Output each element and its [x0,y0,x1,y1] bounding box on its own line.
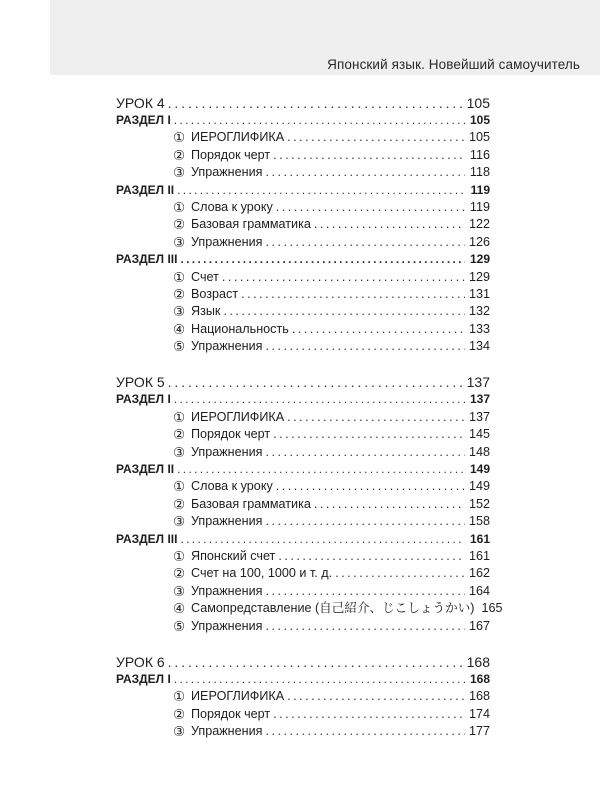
dot-leader [177,461,465,478]
dot-leader [265,164,465,181]
toc-item [116,164,490,181]
section-title: РАЗДЕЛ I [116,113,171,127]
item-title: Самопредставление (自己紹介、じこしょうかい) [191,601,475,616]
item-number: ② [172,706,186,722]
toc-item [116,286,490,303]
page-number: 134 [468,339,490,354]
toc-item [116,513,490,530]
page-number: 137 [468,409,490,424]
item-number: ③ [172,514,186,530]
toc-item [116,600,503,617]
page-number: 152 [468,496,490,511]
item-title: Порядок черт [191,706,271,721]
section-title: РАЗДЕЛ I [116,392,171,407]
toc-item [116,618,490,635]
page-number: 119 [470,182,490,197]
lesson-title: УРОК 5 [116,374,165,391]
page-header [50,0,600,75]
page-number: 105 [468,130,490,145]
toc-item [116,147,490,164]
item-title: ИЕРОГЛИФИКА [191,409,285,424]
item-number: ③ [172,304,186,320]
page-number: 137 [466,374,490,391]
page-number: 131 [468,286,490,301]
item-number: ① [172,199,186,215]
toc-item [116,199,490,216]
dot-leader [174,112,465,129]
page-number: 161 [468,548,490,563]
toc-item [116,583,490,600]
item-number: ① [172,409,186,425]
page-number: 145 [468,427,490,442]
dot-leader [292,321,465,338]
item-title: Национальность [191,321,289,336]
item-number: ① [172,548,186,564]
dot-leader [287,688,465,705]
item-title: Японский счет [191,548,276,563]
toc-item [116,234,490,251]
page-number: 164 [468,583,490,598]
item-title: Упражнения [191,339,263,354]
item-title: Упражнения [191,165,263,180]
toc-item [116,129,490,146]
dot-leader [241,286,465,303]
toc-lesson [116,653,490,671]
item-number: ② [172,566,186,582]
dot-leader [314,496,465,513]
toc-item [116,216,490,233]
page-number: 149 [469,462,490,477]
dot-leader [174,671,465,688]
item-title: Язык [191,304,221,319]
toc-section [116,112,490,129]
item-title: Базовая грамматика [191,496,311,511]
toc-item [116,478,490,495]
section-title: РАЗДЕЛ III [116,531,178,546]
page-number: 105 [466,95,490,111]
page-number: 149 [468,479,490,494]
item-number: ③ [172,583,186,599]
item-title: ИЕРОГЛИФИКА [191,130,285,145]
dot-leader [287,129,465,146]
page-number: 162 [468,566,490,581]
item-number: ③ [172,724,186,740]
dot-leader [265,583,465,600]
page-number: 165 [481,601,503,616]
toc-item [116,409,490,426]
toc-item [116,303,490,320]
item-number: ② [172,496,186,512]
item-title: Упражнения [191,724,263,739]
spacer [116,355,490,373]
dot-leader [276,478,465,495]
dot-leader [287,409,465,426]
item-title: Слова к уроку [191,199,273,214]
toc-item [116,269,490,286]
dot-leader [265,723,465,740]
dot-leader [265,444,465,461]
page-number: 129 [469,252,490,267]
item-title: ИЕРОГЛИФИКА [191,689,285,704]
toc-section [116,531,490,548]
item-number: ③ [172,444,186,460]
item-title: Упражнения [191,234,263,249]
toc-item [116,723,490,740]
page-number: 168 [469,671,490,686]
toc-item [116,565,490,582]
lesson-title: УРОК 4 [116,95,165,111]
item-number: ④ [172,601,186,617]
item-title: Порядок черт [191,427,271,442]
item-number: ② [172,286,186,302]
section-title: РАЗДЕЛ III [116,252,178,267]
item-number: ① [172,130,186,146]
item-number: ② [172,147,186,163]
toc-item [116,426,490,443]
page-number: 158 [468,514,490,529]
toc-item [116,321,490,338]
item-title: Упражнения [191,618,263,633]
toc-item [116,444,490,461]
item-title: Счет на 100, 1000 и т. д. [191,566,333,581]
dot-leader [278,548,465,565]
dot-leader [168,94,464,112]
page-number: 105 [469,113,490,127]
page-number: 168 [466,653,490,670]
toc-item [116,338,490,355]
page-number: 116 [469,147,490,162]
dot-leader [168,653,464,671]
page-number: 122 [468,217,490,232]
item-title: Базовая грамматика [191,217,311,232]
page-number: 133 [468,321,490,336]
dot-leader [276,199,465,216]
page-number: 148 [468,444,490,459]
page-number: 118 [469,165,490,180]
page-number: 126 [468,234,490,249]
section-title: РАЗДЕЛ I [116,671,171,686]
toc-section [116,391,490,408]
item-number: ① [172,689,186,705]
page-number: 167 [468,618,490,633]
item-number: ① [172,269,186,285]
toc-item [116,548,490,565]
lesson-title: УРОК 6 [116,653,165,670]
item-title: Слова к уроку [191,479,273,494]
dot-leader [335,565,465,582]
toc-section [116,461,490,478]
dot-leader [314,216,465,233]
item-title: Упражнения [191,514,263,529]
page-number: 119 [469,199,490,214]
section-title: РАЗДЕЛ II [116,182,175,197]
dot-leader [265,338,465,355]
dot-leader [273,426,465,443]
item-number: ③ [172,165,186,181]
dot-leader [177,182,465,199]
dot-leader [222,269,465,286]
dot-leader [273,706,465,723]
toc-item [116,706,490,723]
toc-lesson [116,373,490,391]
page-number: 177 [468,724,490,739]
section-title: РАЗДЕЛ II [116,462,175,477]
dot-leader [174,391,465,408]
page-number: 168 [468,689,490,704]
dot-leader [180,531,465,548]
item-title: Упражнения [191,444,263,459]
toc-lesson [116,94,490,112]
item-number: ① [172,479,186,495]
running-head: Японский язык. Новейший самоучитель [327,57,580,72]
dot-leader [273,147,465,164]
table-of-contents [116,94,503,741]
toc-item [116,688,490,705]
item-number: ② [172,217,186,233]
spacer [116,635,490,653]
dot-leader [223,303,465,320]
page-number: 132 [468,304,490,319]
item-number: ④ [172,321,186,337]
dot-leader [265,234,465,251]
item-number: ⑤ [172,339,186,355]
dot-leader [265,513,465,530]
page-number: 161 [469,531,490,546]
item-title: Счет [191,269,219,284]
item-number: ⑤ [172,618,186,634]
item-number: ③ [172,234,186,250]
toc-section [116,671,490,688]
dot-leader [168,373,464,391]
page-number: 129 [468,269,490,284]
page-number: 174 [468,706,490,721]
item-number: ② [172,427,186,443]
item-title: Порядок черт [191,147,271,162]
dot-leader [180,251,465,268]
item-title: Упражнения [191,583,263,598]
page-number: 137 [469,392,490,407]
item-title: Возраст [191,286,239,301]
dot-leader [265,618,465,635]
toc-section [116,251,490,268]
toc-section [116,182,490,199]
toc-item [116,496,490,513]
